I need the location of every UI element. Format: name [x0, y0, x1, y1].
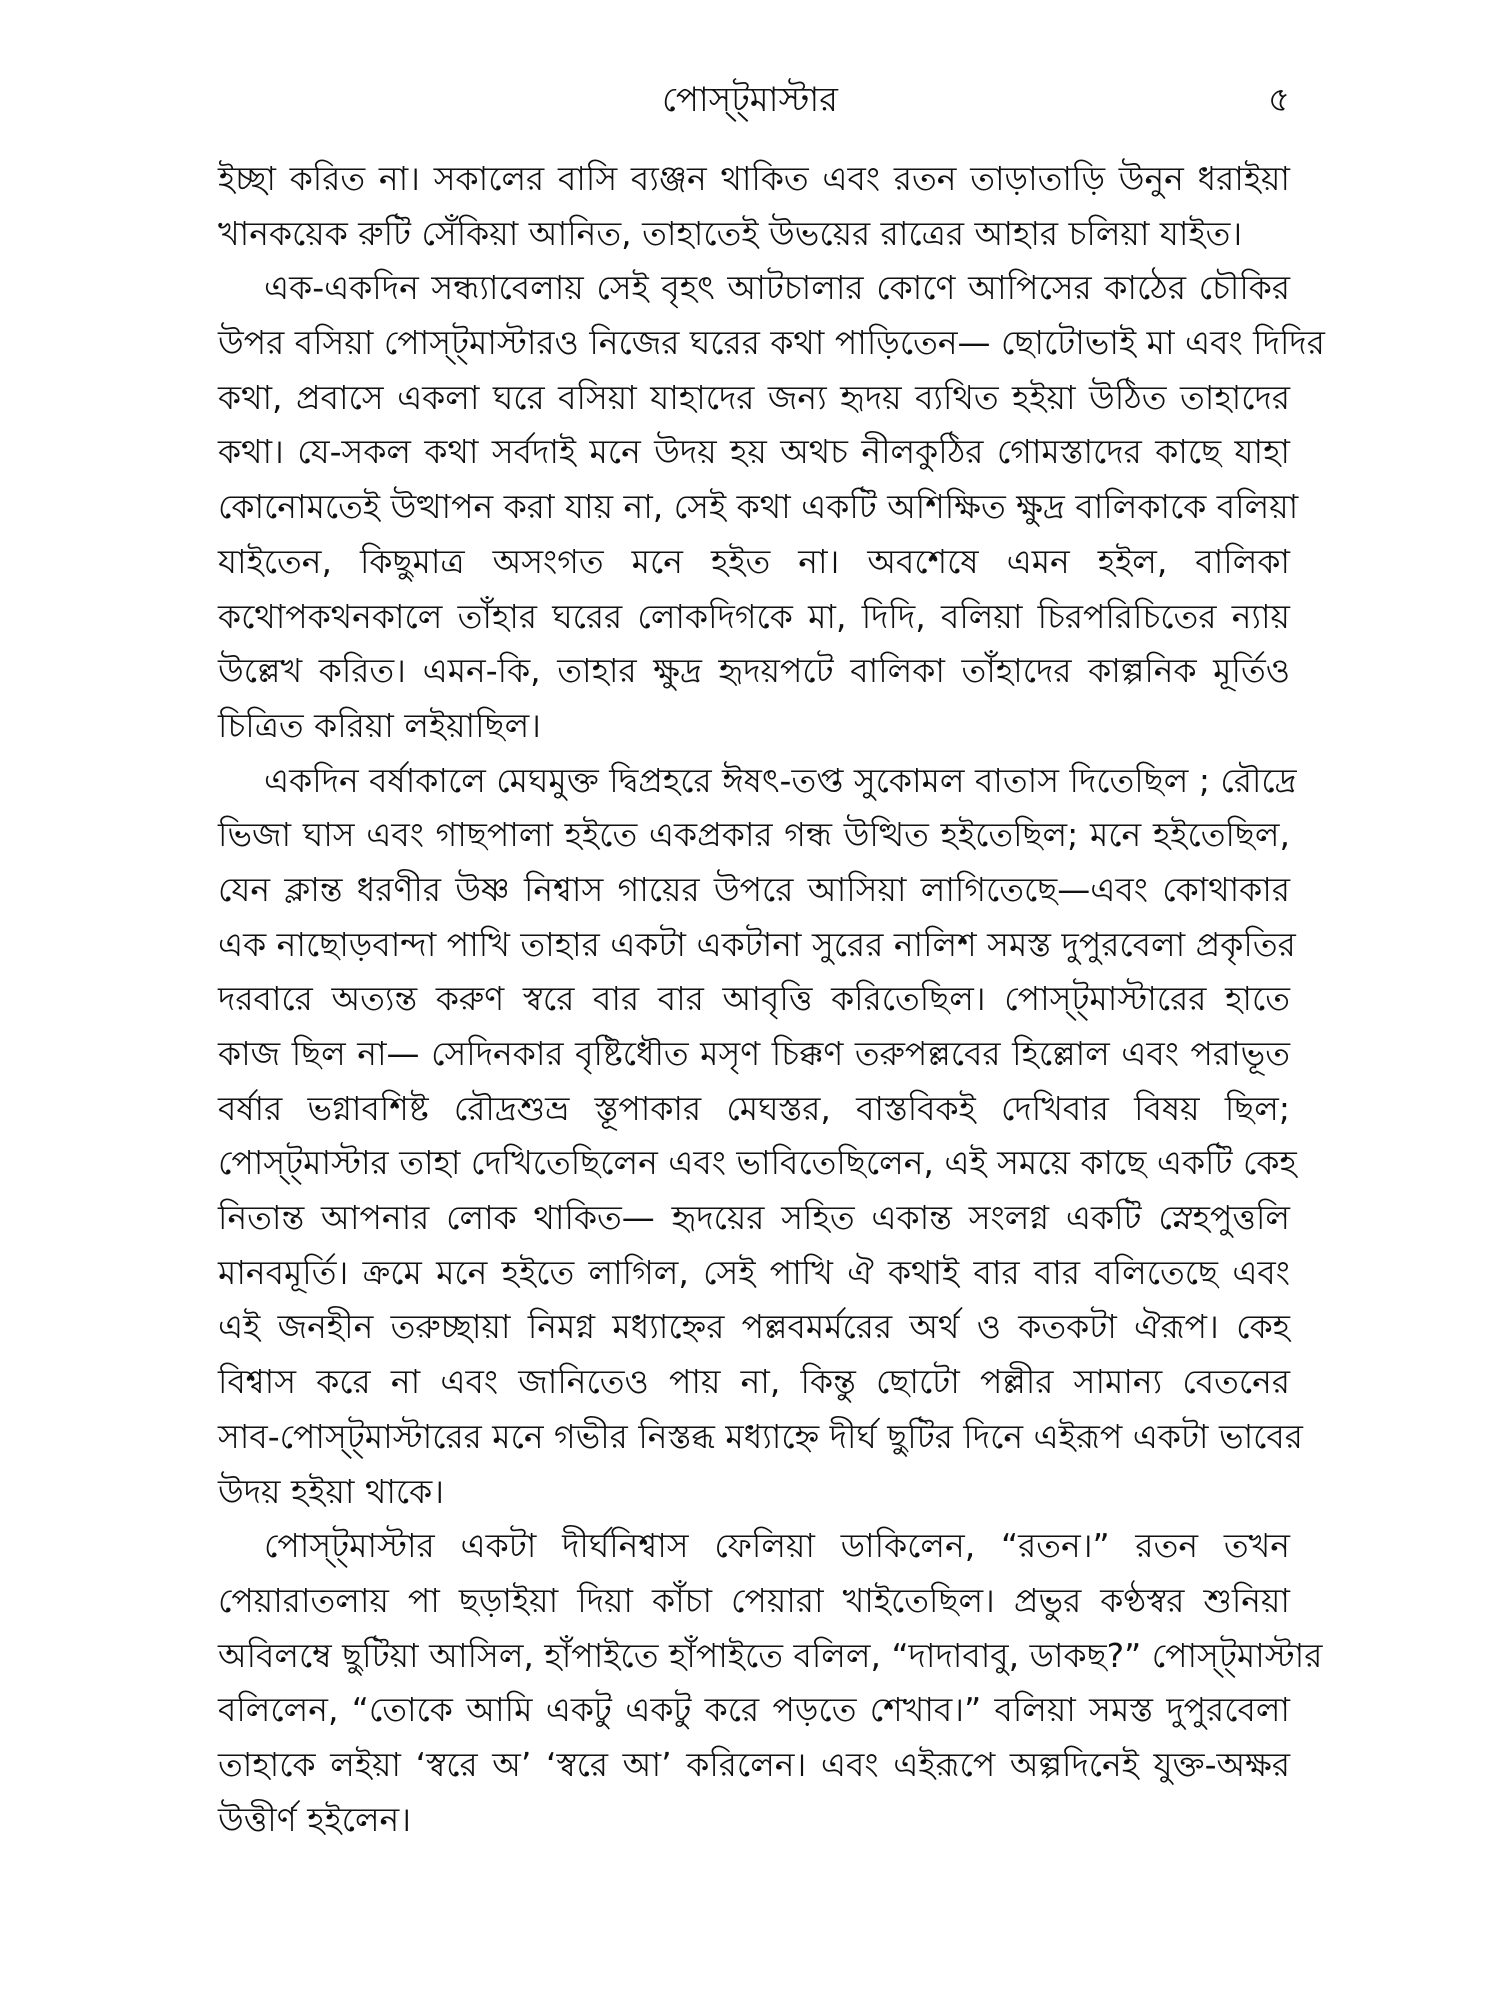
text-line: কথা। যে-সকল কথা সর্বদাই মনে উদয় হয় অথচ নীলকুঠির গোমস্তাদের কাছে যাহা: [218, 432, 1290, 472]
text-line: সাব-পোস্ট্‌মাস্টারের মনে গভীর নিস্তব্ধ মধ্যাহ্নে দীর্ঘ ছুটির দিনে এইরূপ একটা ভাবের: [218, 1416, 1303, 1456]
text-line: বলিলেন, “তোকে আমি একটু একটু করে পড়তে শেখাব।” বলিয়া সমস্ত দুপুরবেলা: [218, 1690, 1290, 1730]
text-line: যাইতেন, কিছুমাত্র অসংগত মনে হইত না। অবশেষে এমন হইল, বালিকা: [218, 541, 1290, 581]
text-line: ভিজা ঘাস এবং গাছপালা হইতে একপ্রকার গন্ধ উত্থিত হইতেছিল; মনে হইতেছিল,: [218, 815, 1290, 855]
running-title: পোস্ট্‌মাস্টার: [662, 80, 838, 120]
paragraph: [218, 261, 1325, 753]
paragraph: [218, 152, 1290, 261]
text-line: এক-একদিন সন্ধ্যাবেলায় সেই বৃহৎ আটচালার কোণে আপিসের কাঠের চৌকির: [264, 268, 1290, 308]
text-line: কাজ ছিল না— সেদিনকার বৃষ্টিধৌত মসৃণ চিক্কণ তরুপল্লবের হিল্লোল এবং পরাভূত: [218, 1034, 1290, 1073]
text-line: উদয় হইয়া থাকে।: [218, 1471, 445, 1511]
text-line: কথা, প্রবাসে একলা ঘরে বসিয়া যাহাদের জন্য হৃদয় ব্যথিত হইয়া উঠিত তাহাদের: [218, 377, 1290, 417]
text-line: পেয়ারাতলায় পা ছড়াইয়া দিয়া কাঁচা পেয়ারা খাইতেছিল। প্রভুর কণ্ঠস্বর শুনিয়া: [218, 1580, 1290, 1620]
paragraph: [218, 754, 1303, 1520]
text-line: তাহাকে লইয়া ‘স্বরে অ’ ‘স্বরে আ’ করিলেন। এবং এইরূপে অল্পদিনেই যুক্ত-অক্ষর: [218, 1744, 1290, 1784]
text-line: বর্ষার ভগ্নাবশিষ্ট রৌদ্রশুভ্র স্তূপাকার মেঘস্তর, বাস্তবিকই দেখিবার বিষয় ছিল;: [218, 1088, 1290, 1128]
text-line: পোস্ট্‌মাস্টার তাহা দেখিতেছিলেন এবং ভাবিতেছিলেন, এই সময়ে কাছে একটি কেহ: [218, 1143, 1297, 1183]
text-line: খানকয়েক রুটি সেঁকিয়া আনিত, তাহাতেই উভয়ের রাত্রের আহার চলিয়া যাইত।: [218, 213, 1243, 253]
text-line: কথোপকথনকালে তাঁহার ঘরের লোকদিগকে মা, দিদি, বলিয়া চিরপরিচিতের ন্যায়: [218, 596, 1290, 636]
paragraph: [218, 1519, 1323, 1847]
text-line: বিশ্বাস করে না এবং জানিতেও পায় না, কিন্তু ছোটো পল্লীর সামান্য বেতনের: [218, 1362, 1290, 1402]
text-line: মানবমূর্তি। ক্রমে মনে হইতে লাগিল, সেই পাখি ঐ কথাই বার বার বলিতেছে এবং: [218, 1252, 1290, 1292]
text-line: চিত্রিত করিয়া লইয়াছিল।: [218, 705, 541, 745]
text-line: উল্লেখ করিত। এমন-কি, তাহার ক্ষুদ্র হৃদয়পটে বালিকা তাঁহাদের কাল্পনিক মূর্তিও: [218, 651, 1290, 691]
text-line: অবিলম্বে ছুটিয়া আসিল, হাঁপাইতে হাঁপাইতে বলিল, “দাদাবাবু, ডাকছ?” পোস্ট্‌মাস্টার: [218, 1635, 1323, 1675]
text-line: এক নাছোড়বান্দা পাখি তাহার একটা একটানা সুরের নালিশ সমস্ত দুপুরবেলা প্রকৃতির: [218, 924, 1296, 964]
page-number: ৫: [1268, 80, 1291, 120]
text-line: পোস্ট্‌মাস্টার একটা দীর্ঘনিশ্বাস ফেলিয়া ডাকিলেন, “রতন।” রতন তখন: [264, 1526, 1290, 1566]
body-text: [218, 152, 1325, 1847]
text-line: উপর বসিয়া পোস্ট্‌মাস্টারও নিজের ঘরের কথা পাড়িতেন— ছোটোভাই মা এবং দিদির: [218, 323, 1325, 363]
text-line: নিতান্ত আপনার লোক থাকিত— হৃদয়ের সহিত একান্ত সংলগ্ন একটি স্নেহপুত্তলি: [218, 1198, 1290, 1238]
text-line: একদিন বর্ষাকালে মেঘমুক্ত দ্বিপ্রহরে ঈষৎ-তপ্ত সুকোমল বাতাস দিতেছিল ; রৌদ্রে: [264, 760, 1297, 800]
running-header: [0, 72, 1500, 128]
text-line: এই জনহীন তরুচ্ছায়া নিমগ্ন মধ্যাহ্নের পল্লবমর্মরের অর্থ ও কতকটা ঐরূপ। কেহ: [218, 1307, 1290, 1347]
text-line: যেন ক্লান্ত ধরণীর উষ্ণ নিশ্বাস গায়ের উপরে আসিয়া লাগিতেছে—এবং কোথাকার: [218, 869, 1290, 909]
text-line: কোনোমতেই উত্থাপন করা যায় না, সেই কথা একটি অশিক্ষিত ক্ষুদ্র বালিকাকে বলিয়া: [218, 487, 1299, 527]
text-line: ইচ্ছা করিত না। সকালের বাসি ব্যঞ্জন থাকিত এবং রতন তাড়াতাড়ি উনুন ধরাইয়া: [218, 159, 1290, 198]
text-line: দরবারে অত্যন্ত করুণ স্বরে বার বার আবৃত্তি করিতেছিল। পোস্ট্‌মাস্টারের হাতে: [218, 979, 1290, 1019]
text-line: উত্তীর্ণ হইলেন।: [218, 1799, 412, 1839]
